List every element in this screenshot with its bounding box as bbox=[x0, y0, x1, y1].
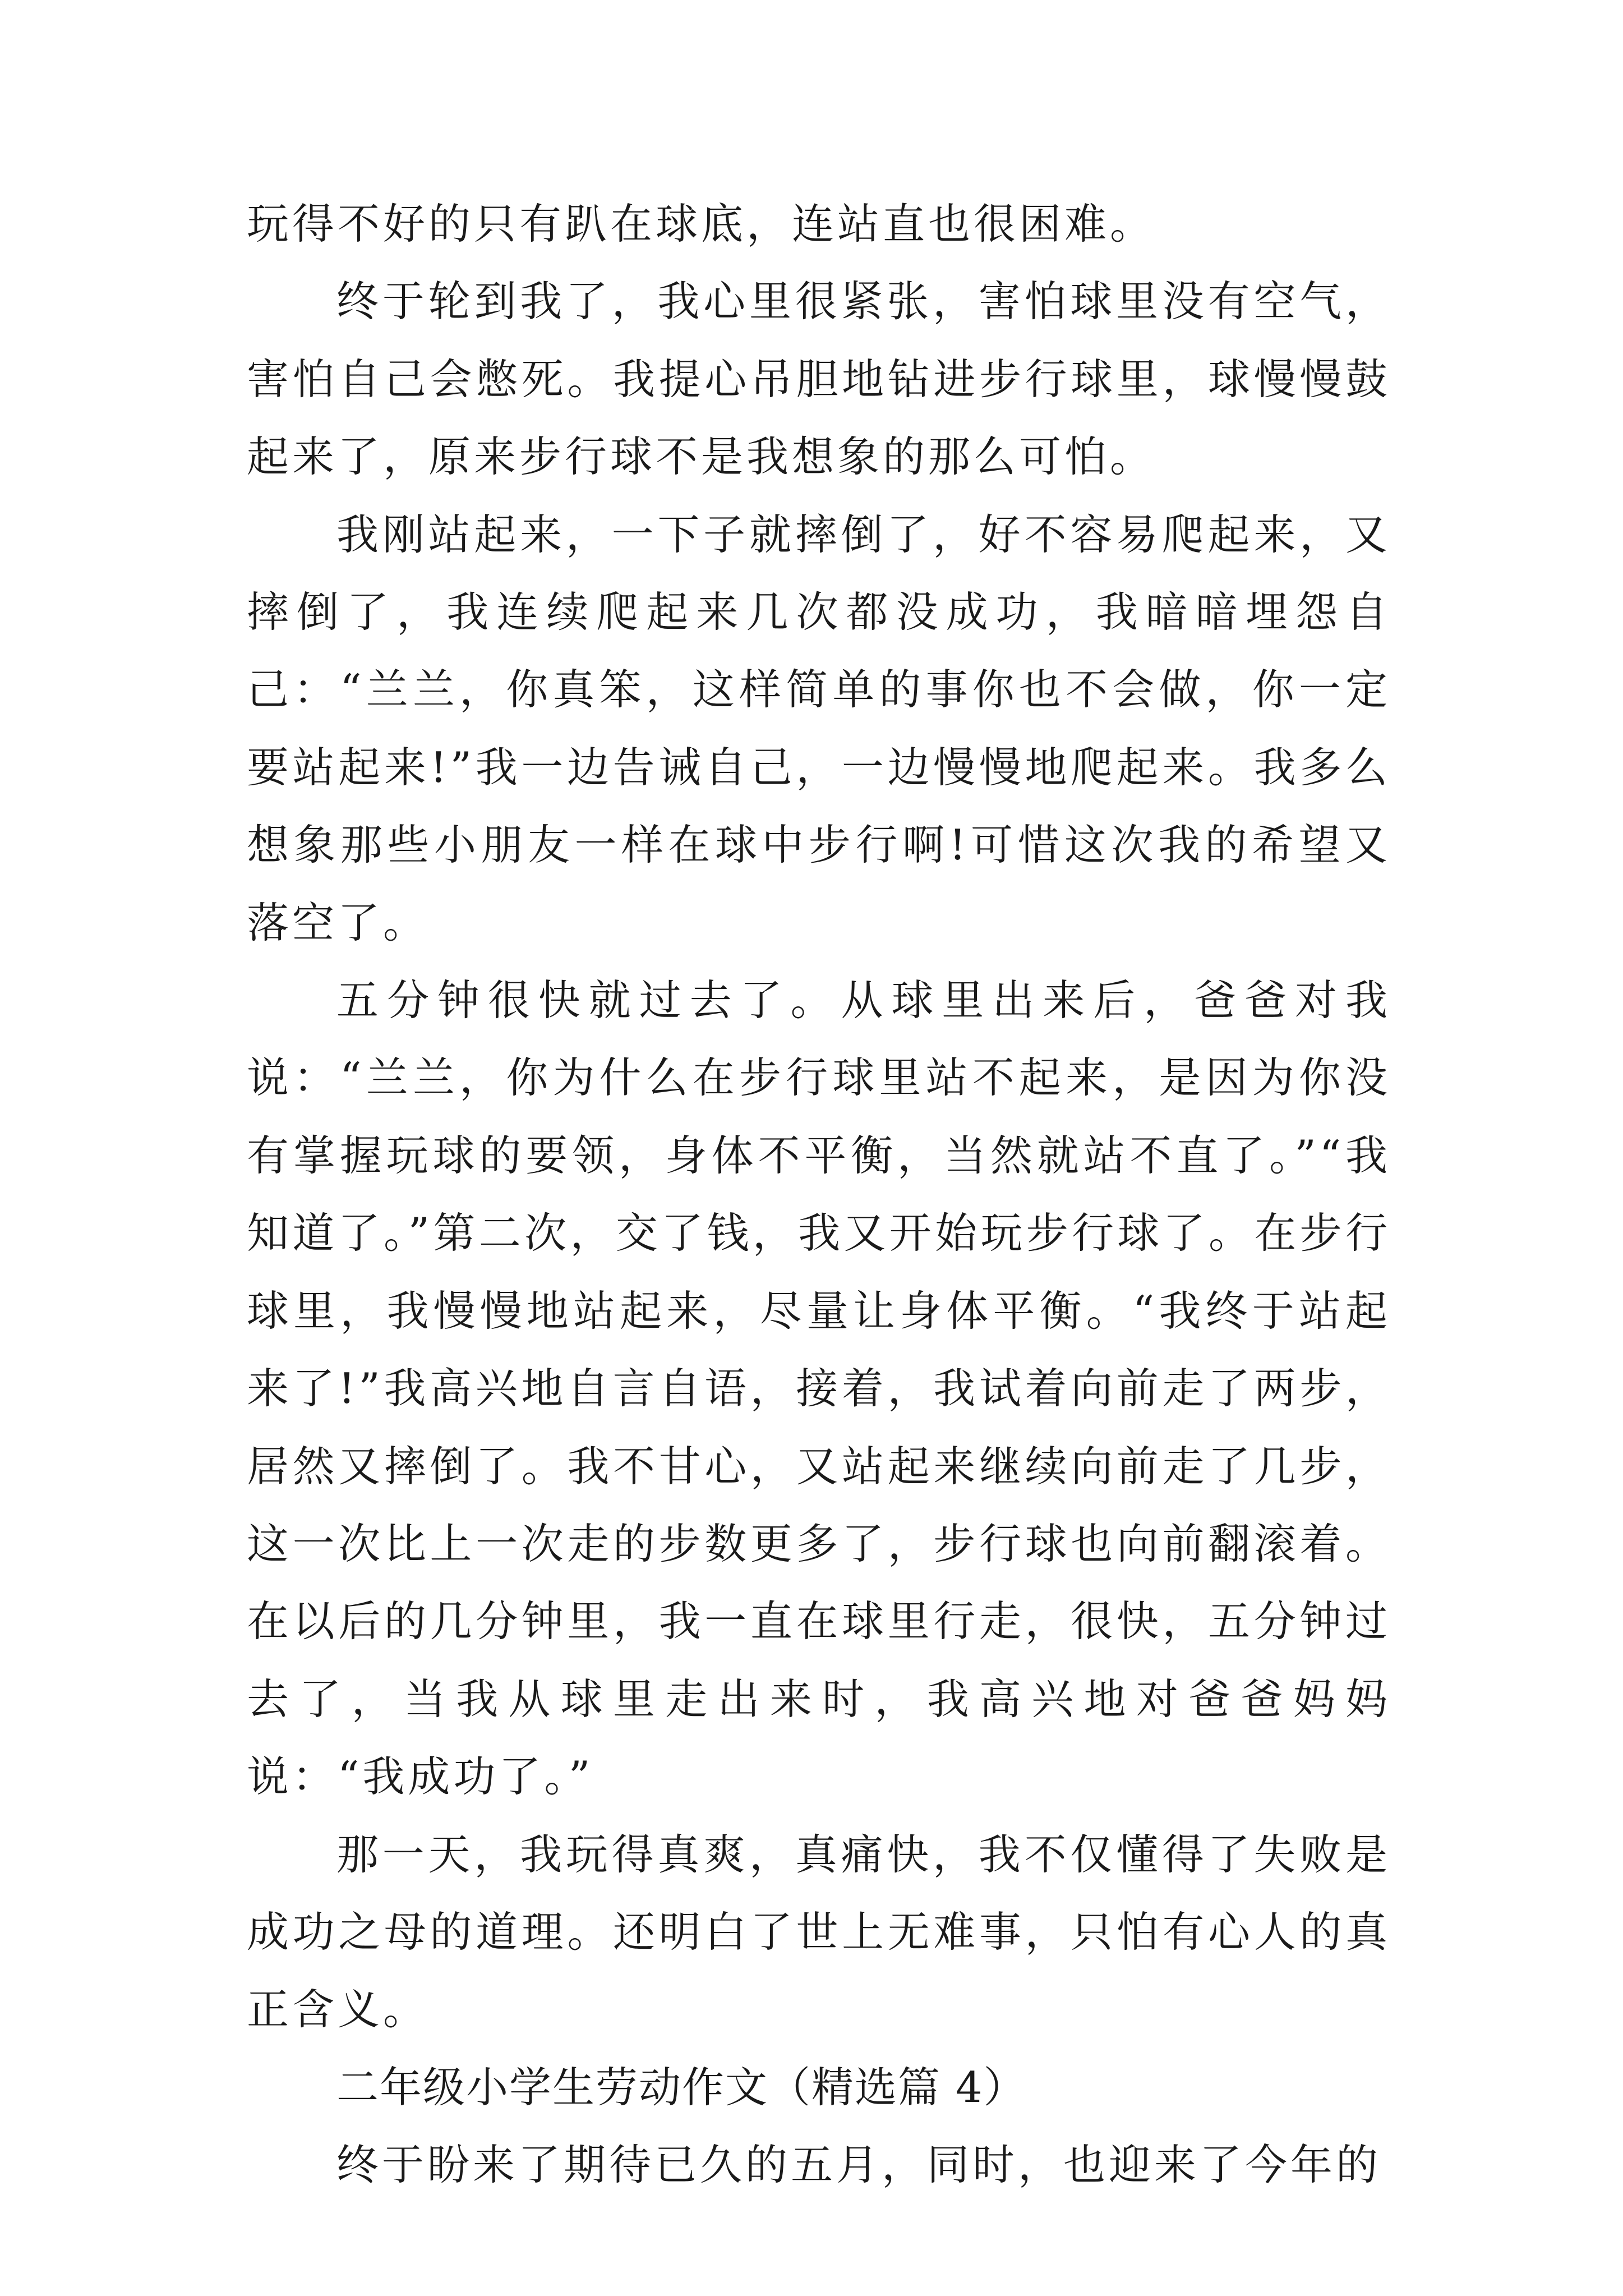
paragraph-5: 那一天，我玩得真爽，真痛快，我不仅懂得了失败是成功之母的道理。还明白了世上无难事，只怕有心人的真正含义。 bbox=[247, 1829, 1391, 2035]
paragraph-4: 五分钟很快就过去了。从球里出来后，爸爸对我说：“兰兰，你为什么在步行球里站不起来，是因为你没有掌握玩球的要领，身体不平衡，当然就站不直了。”“我知道了。”第二次，交了钱，我又开始玩步行球了。在步行球里，我慢慢地站起来，尽量让身体平衡。“我终于站起来了!”我高兴地自言自语，接着，我试着向前走了两步，居然又摔倒了。我不甘心，又站起来继续向前走了几步，这一次比上一次走的步数更多了，步行球也向前翻滚着。在以后的几分钟里，我一直在球里行走，很快，五分钟过去了，当我从球里走出来时，我高兴地对爸爸妈妈说：“我成功了。” bbox=[247, 976, 1391, 1802]
section-heading: 二年级小学生劳动作文（精选篇 4） bbox=[336, 2062, 1027, 2112]
paragraph-2: 终于轮到我了，我心里很紧张，害怕球里没有空气，害怕自己会憋死。我提心吊胆地钻进步行球里，球慢慢鼓起来了，原来步行球不是我想象的那么可怕。 bbox=[247, 277, 1391, 482]
paragraph-3: 我刚站起来，一下子就摔倒了，好不容易爬起来，又摔倒了，我连续爬起来几次都没成功，我暗暗埋怨自己：“兰兰，你真笨，这样简单的事你也不会做，你一定要站起来!”我一边告诫自己，一边慢慢地爬起来。我多么想象那些小朋友一样在球中步行啊!可惜这次我的希望又落空了。 bbox=[247, 509, 1391, 947]
closing-paragraph: 终于盼来了期待已久的五月，同时，也迎来了今年的 bbox=[336, 2140, 1382, 2190]
document-body bbox=[247, 185, 1391, 2204]
paragraph-1: 玩得不好的只有趴在球底，连站直也很困难。 bbox=[247, 199, 1156, 249]
